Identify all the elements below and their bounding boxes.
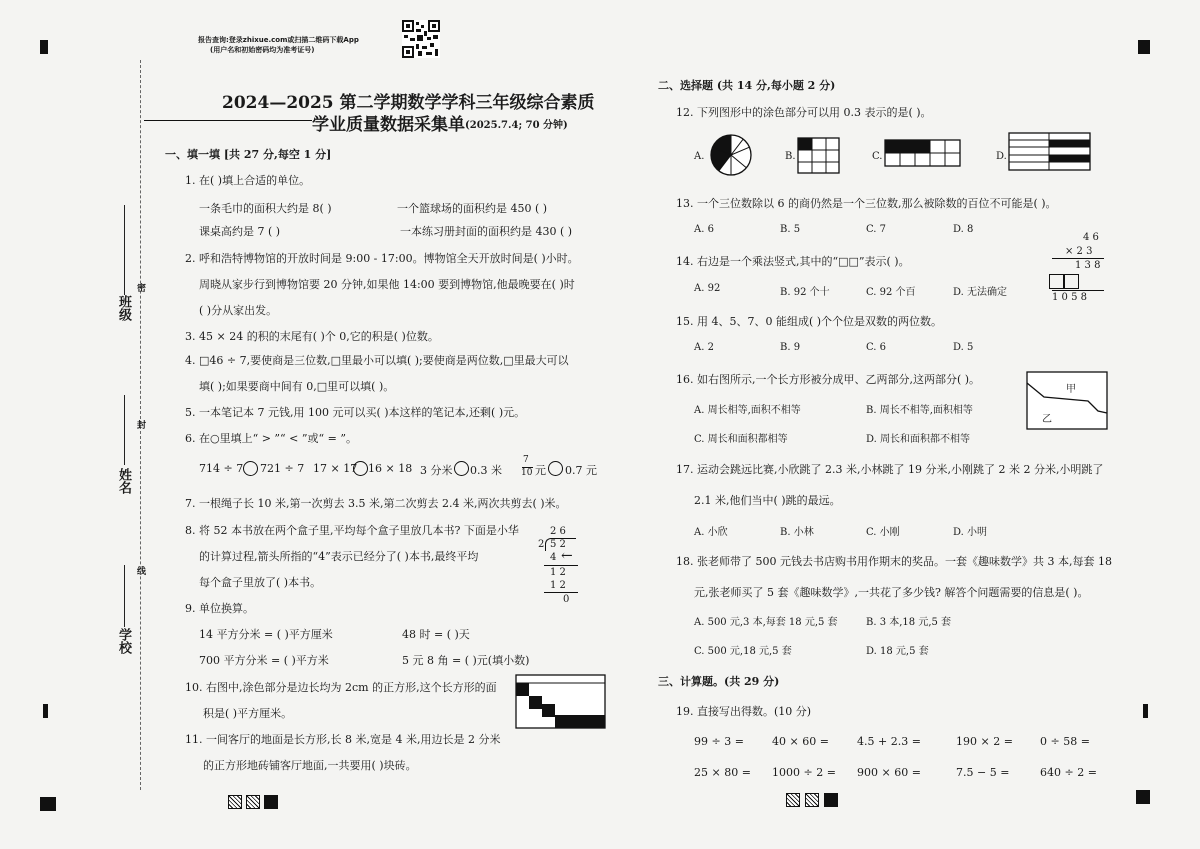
calc-item: 190 × 2 =: [956, 735, 1013, 748]
question-8: 8. 将 52 本书放在两个盒子里,平均每个盒子里放几本书? 下面是小华: [185, 524, 519, 537]
division-divisor: 2: [538, 539, 545, 550]
blank-box: [1049, 274, 1064, 289]
registration-mark: [1136, 790, 1150, 804]
pie-option-figure: [709, 133, 753, 177]
multiplier: × 2 3: [1065, 246, 1093, 257]
division-remainder: 0: [563, 594, 570, 605]
report-info-line1: 报告查询:登录zhixue.com或扫描二维码下载App: [198, 36, 359, 44]
fraction-denominator: 10: [521, 468, 533, 478]
compare-left: 714 ÷ 7: [199, 462, 244, 475]
option-a[interactable]: A. 92: [694, 283, 721, 294]
question-18-line2: 元,张老师买了 5 套《趣味数学》,一共花了多少钱? 解答个问题需要的信息是( )。: [694, 586, 1089, 599]
option-d[interactable]: D. 5: [953, 342, 974, 353]
section-1-heading: 一、填一填 [共 27 分,每空 1 分]: [165, 148, 332, 161]
compare-circle[interactable]: [548, 461, 563, 476]
question-1a: 一条毛巾的面积大约是 8( ): [199, 202, 332, 215]
region-yi-label: 乙: [1042, 414, 1052, 425]
option-c[interactable]: C. 小刚: [866, 527, 900, 538]
calc-item: 640 ÷ 2 =: [1040, 766, 1097, 779]
bars-option-figure: [1008, 132, 1092, 172]
registration-mark: [1143, 704, 1148, 718]
partial-product: 1 3 8: [1075, 260, 1101, 271]
arrow-left-icon: ←: [561, 548, 573, 564]
question-3: 3. 45 × 24 的积的末尾有( )个 0,它的积是( )位数。: [185, 330, 439, 343]
calc-item: 99 ÷ 3 =: [694, 735, 744, 748]
calc-item: 0 ÷ 58 =: [1040, 735, 1090, 748]
calc-item: 7.5 − 5 =: [956, 766, 1010, 779]
question-2-line3: ( )分从家出发。: [199, 304, 278, 317]
calc-item: 900 × 60 =: [857, 766, 921, 779]
answer-code-box: [824, 793, 838, 807]
option-d[interactable]: D.: [996, 151, 1007, 162]
fraction-numerator: 7: [523, 455, 529, 465]
question-5: 5. 一本笔记本 7 元钱,用 100 元可以买( )本这样的笔记本,还剩( )元。: [185, 406, 526, 419]
seal-char: 线: [135, 566, 145, 575]
rectangle-squares-figure: [515, 674, 607, 730]
option-d[interactable]: D. 无法确定: [953, 287, 1008, 298]
option-b[interactable]: B. 周长不相等,面积相等: [866, 405, 973, 416]
compare-right: 0.7 元: [565, 464, 597, 477]
question-6: 6. 在○里填上“ > ”“ < ”或“ = ”。: [185, 432, 357, 445]
question-11: 11. 一间客厅的地面是长方形,长 8 米,宽是 4 米,用边长是 2 分米: [185, 733, 501, 746]
class-field[interactable]: [124, 205, 125, 295]
division-dividend: 5 2: [550, 539, 566, 550]
division-line: [544, 565, 578, 566]
question-4-line2: 填( );如果要商中间有 0,□里可以填( )。: [199, 380, 395, 393]
question-16: 16. 如右图所示,一个长方形被分成甲、乙两部分,这两部分( )。: [676, 373, 981, 386]
division-step: 4: [550, 552, 557, 563]
compare-left: 3 分米: [420, 464, 453, 477]
mul-line: [1052, 258, 1104, 259]
question-2-line2: 周晓从家步行到博物馆要 20 分钟,如果他 14:00 要到博物馆,他最晚要在( )时: [199, 278, 575, 291]
registration-mark: [1138, 40, 1150, 54]
name-field[interactable]: [124, 395, 125, 465]
question-17-line2: 2.1 米,他们当中( )跳的最远。: [694, 494, 841, 507]
class-label: 班级: [116, 295, 131, 321]
seal-char: 封: [135, 420, 145, 429]
question-1c: 课桌高约是 7 ( ): [199, 225, 281, 238]
option-a[interactable]: A. 小欣: [694, 527, 728, 538]
option-c[interactable]: C. 7: [866, 224, 887, 235]
qr-code-icon: [402, 20, 440, 58]
grid-option-figure: [797, 137, 841, 175]
question-19: 19. 直接写出得数。(10 分): [676, 705, 812, 718]
question-10: 10. 右图中,涂色部分是边长均为 2cm 的正方形,这个长方形的面: [185, 681, 497, 694]
question-7: 7. 一根绳子长 10 米,第一次剪去 3.5 米,第二次剪去 2.4 米,两次共剪去( )米。: [185, 497, 567, 510]
answer-code-box: [786, 793, 800, 807]
question-10-line2: 积是( )平方厘米。: [203, 707, 293, 720]
compare-right: 721 ÷ 7: [260, 462, 305, 475]
question-1: 1. 在( )填上合适的单位。: [185, 174, 311, 187]
multiplicand: 4 6: [1083, 232, 1099, 243]
conversion-1: 14 平方分米 = ( )平方厘米: [199, 628, 333, 641]
region-jia-label: 甲: [1066, 384, 1076, 395]
blank-box: [1064, 274, 1079, 289]
question-9: 9. 单位换算。: [185, 602, 254, 615]
option-c[interactable]: C. 500 元,18 元,5 套: [694, 646, 792, 657]
answer-code-box: [805, 793, 819, 807]
registration-mark: [40, 40, 48, 54]
exam-date: (2025.7.4; 70 分钟): [465, 120, 568, 131]
school-field[interactable]: [124, 565, 125, 627]
option-b[interactable]: B. 小林: [780, 527, 814, 538]
question-4: 4. □46 ÷ 7,要使商是三位数,□里最小可以填( );要使商是两位数,□里最大可以: [185, 354, 569, 367]
compare-right: 16 × 18: [368, 462, 413, 475]
school-label: 学校: [116, 628, 131, 654]
calc-item: 4.5 + 2.3 =: [857, 735, 921, 748]
question-15: 15. 用 4、5、7、0 能组成( )个个位是双数的两位数。: [676, 315, 943, 328]
conversion-3: 700 平方分米 = ( )平方米: [199, 654, 329, 667]
exam-subtitle: 学业质量数据采集单: [312, 115, 465, 135]
question-11-line2: 的正方形地砖铺客厅地面,一共要用( )块砖。: [203, 759, 417, 772]
strip-option-figure: [884, 139, 962, 169]
division-step: 1 2: [550, 567, 566, 578]
option-b[interactable]: B. 9: [780, 342, 801, 353]
conversion-2: 48 时 = ( )天: [402, 628, 470, 641]
answer-code-box: [264, 795, 278, 809]
option-c[interactable]: C. 周长和面积都相等: [694, 434, 788, 445]
question-14: 14. 右边是一个乘法竖式,其中的“□□”表示( )。: [676, 255, 910, 268]
compare-circle[interactable]: [243, 461, 258, 476]
question-1d: 一本练习册封面的面积约是 430 ( ): [400, 225, 573, 238]
option-d[interactable]: D. 8: [953, 224, 974, 235]
question-12: 12. 下列图形中的涂色部分可以用 0.3 表示的是( )。: [676, 106, 932, 119]
compare-right: 0.3 米: [470, 464, 502, 477]
name-label: 姓名: [116, 468, 131, 494]
option-b[interactable]: B. 5: [780, 224, 801, 235]
option-b[interactable]: B.: [785, 151, 796, 162]
mul-line: [1052, 290, 1104, 291]
fraction-unit: 元: [535, 464, 546, 477]
question-13: 13. 一个三位数除以 6 的商仍然是一个三位数,那么被除数的百位不可能是( )。: [676, 197, 1057, 210]
divider: [144, 120, 312, 121]
registration-mark: [40, 797, 56, 811]
compare-circle[interactable]: [454, 461, 469, 476]
option-a[interactable]: A. 500 元,3 本,每套 18 元,5 套: [694, 617, 838, 628]
option-a[interactable]: A. 2: [694, 342, 714, 353]
calc-item: 25 × 80 =: [694, 766, 751, 779]
compare-left: 17 × 17: [313, 462, 358, 475]
seal-char: 密: [135, 283, 145, 292]
option-a[interactable]: A.: [694, 151, 705, 162]
division-line: [544, 592, 578, 593]
option-a[interactable]: A. 周长相等,面积不相等: [694, 405, 801, 416]
option-d[interactable]: D. 小明: [953, 527, 988, 538]
section-3-heading: 三、计算题。(共 29 分): [658, 675, 780, 688]
question-17: 17. 运动会跳远比赛,小欣跳了 2.3 米,小林跳了 19 分米,小刚跳了 2 米 2 分米,小明跳了: [676, 463, 1104, 476]
conversion-4: 5 元 8 角 = ( )元(填小数): [402, 654, 530, 667]
answer-code-box: [246, 795, 260, 809]
question-2: 2. 呼和浩特博物馆的开放时间是 9:00 - 17:00。博物馆全天开放时间是( )小时。: [185, 252, 579, 265]
division-quotient: 2 6: [550, 526, 566, 537]
calc-item: 1000 ÷ 2 =: [772, 766, 836, 779]
exam-title: 2024—2025 第二学期数学学科三年级综合素质: [222, 93, 595, 113]
option-c[interactable]: C.: [872, 151, 883, 162]
option-b[interactable]: B. 3 本,18 元,5 套: [866, 617, 952, 628]
option-c[interactable]: C. 6: [866, 342, 887, 353]
question-1b: 一个篮球场的面积约是 450 ( ): [397, 202, 548, 215]
section-2-heading: 二、选择题 (共 14 分,每小题 2 分): [658, 79, 836, 92]
option-a[interactable]: A. 6: [694, 224, 714, 235]
option-d[interactable]: D. 周长和面积都不相等: [866, 434, 971, 445]
report-info-line2: (用户名和初始密码均为准考证号): [210, 46, 315, 54]
option-c[interactable]: C. 92 个百: [866, 287, 916, 298]
product: 1 0 5 8: [1052, 292, 1087, 303]
division-step: 1 2: [550, 580, 566, 591]
answer-code-box: [228, 795, 242, 809]
calc-item: 40 × 60 =: [772, 735, 829, 748]
question-8-line3: 每个盒子里放了( )本书。: [199, 576, 322, 589]
registration-mark: [43, 704, 48, 718]
option-d[interactable]: D. 18 元,5 套: [866, 646, 929, 657]
option-b[interactable]: B. 92 个十: [780, 287, 830, 298]
question-18: 18. 张老师带了 500 元钱去书店购书用作期末的奖品。一套《趣味数学》共 3 本,每套 18: [676, 555, 1112, 568]
question-8-line2: 的计算过程,箭头所指的“4”表示已经分了( )本书,最终平均: [199, 550, 479, 563]
compare-circle[interactable]: [353, 461, 368, 476]
